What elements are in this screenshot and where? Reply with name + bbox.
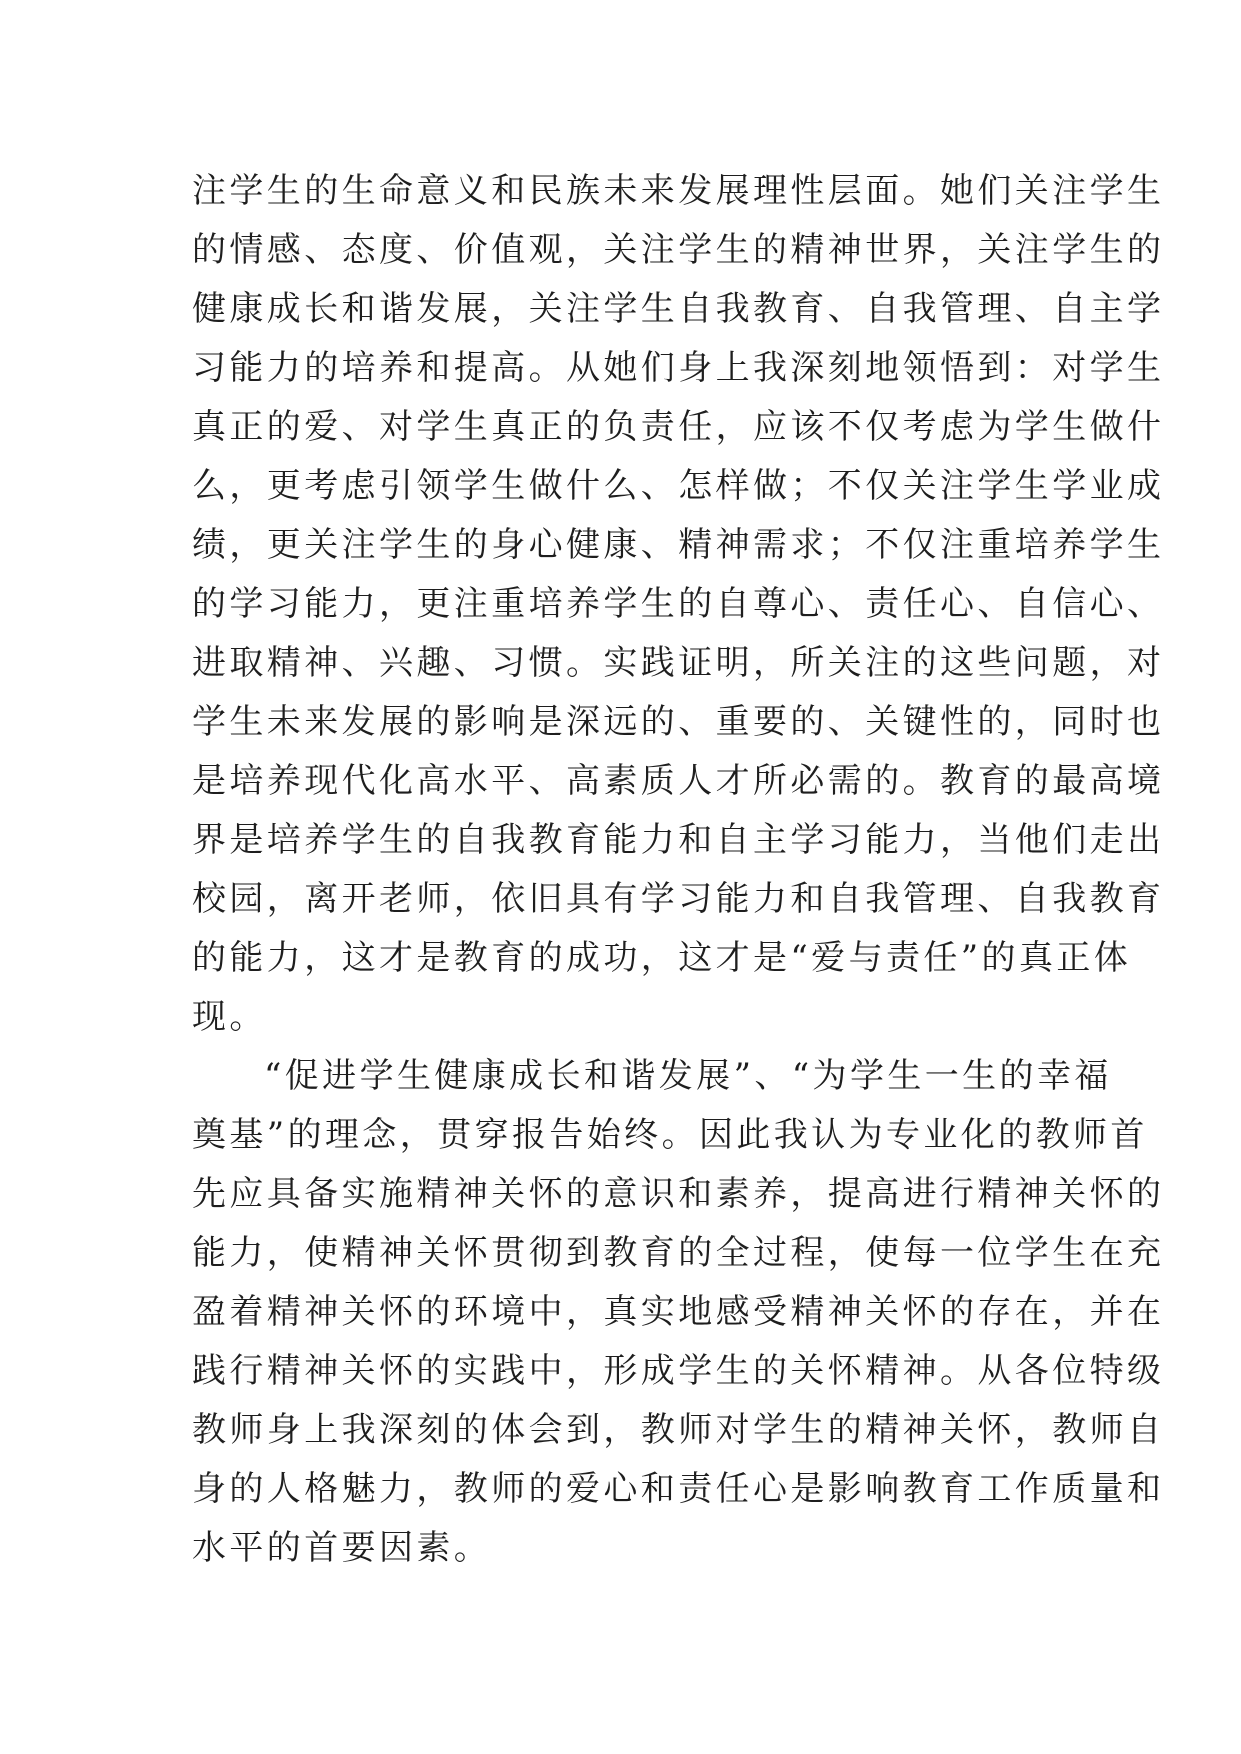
text-line: 校园，离开老师，依旧具有学习能力和自我管理、自我教育	[192, 879, 1165, 919]
text-line: 么，更考虑引领学生做什么、怎样做；不仅关注学生学业成	[192, 466, 1165, 506]
text-line: 的学习能力，更注重培养学生的自尊心、责任心、自信心、	[192, 584, 1165, 624]
text-line: 的能力，这才是教育的成功，这才是“爱与责任”的真正体	[192, 938, 1132, 978]
text-line: 身的人格魅力，教师的爱心和责任心是影响教育工作质量和	[192, 1469, 1165, 1509]
text-line: 是培养现代化高水平、高素质人才所必需的。教育的最高境	[192, 761, 1165, 801]
text-line: 真正的爱、对学生真正的负责任，应该不仅考虑为学生做什	[192, 407, 1165, 447]
text-line: 能力，使精神关怀贯彻到教育的全过程，使每一位学生在充	[192, 1233, 1165, 1273]
paragraph-first-line: “促进学生健康成长和谐发展”、“为学生一生的幸福	[264, 1056, 1112, 1096]
text-line: 界是培养学生的自我教育能力和自主学习能力，当他们走出	[192, 820, 1165, 860]
text-line: 习能力的培养和提高。从她们身上我深刻地领悟到：对学生	[192, 348, 1165, 388]
text-line: 水平的首要因素。	[192, 1528, 492, 1568]
text-line: 先应具备实施精神关怀的意识和素养，提高进行精神关怀的	[192, 1174, 1165, 1214]
text-line: 注学生的生命意义和民族未来发展理性层面。她们关注学生	[192, 171, 1165, 211]
text-line: 健康成长和谐发展，关注学生自我教育、自我管理、自主学	[192, 289, 1165, 329]
text-line: 教师身上我深刻的体会到，教师对学生的精神关怀，教师自	[192, 1410, 1165, 1450]
text-line: 盈着精神关怀的环境中，真实地感受精神关怀的存在，并在	[192, 1292, 1165, 1332]
text-line: 学生未来发展的影响是深远的、重要的、关键性的，同时也	[192, 702, 1165, 742]
text-line: 现。	[192, 997, 267, 1037]
text-line: 奠基”的理念，贯穿报告始终。因此我认为专业化的教师首	[192, 1115, 1148, 1155]
text-line: 践行精神关怀的实践中，形成学生的关怀精神。从各位特级	[192, 1351, 1165, 1391]
text-line: 进取精神、兴趣、习惯。实践证明，所关注的这些问题，对	[192, 643, 1165, 683]
text-line: 的情感、态度、价值观，关注学生的精神世界，关注学生的	[192, 230, 1165, 270]
text-line: 绩，更关注学生的身心健康、精神需求；不仅注重培养学生	[192, 525, 1165, 565]
body-text	[192, 162, 1165, 1578]
